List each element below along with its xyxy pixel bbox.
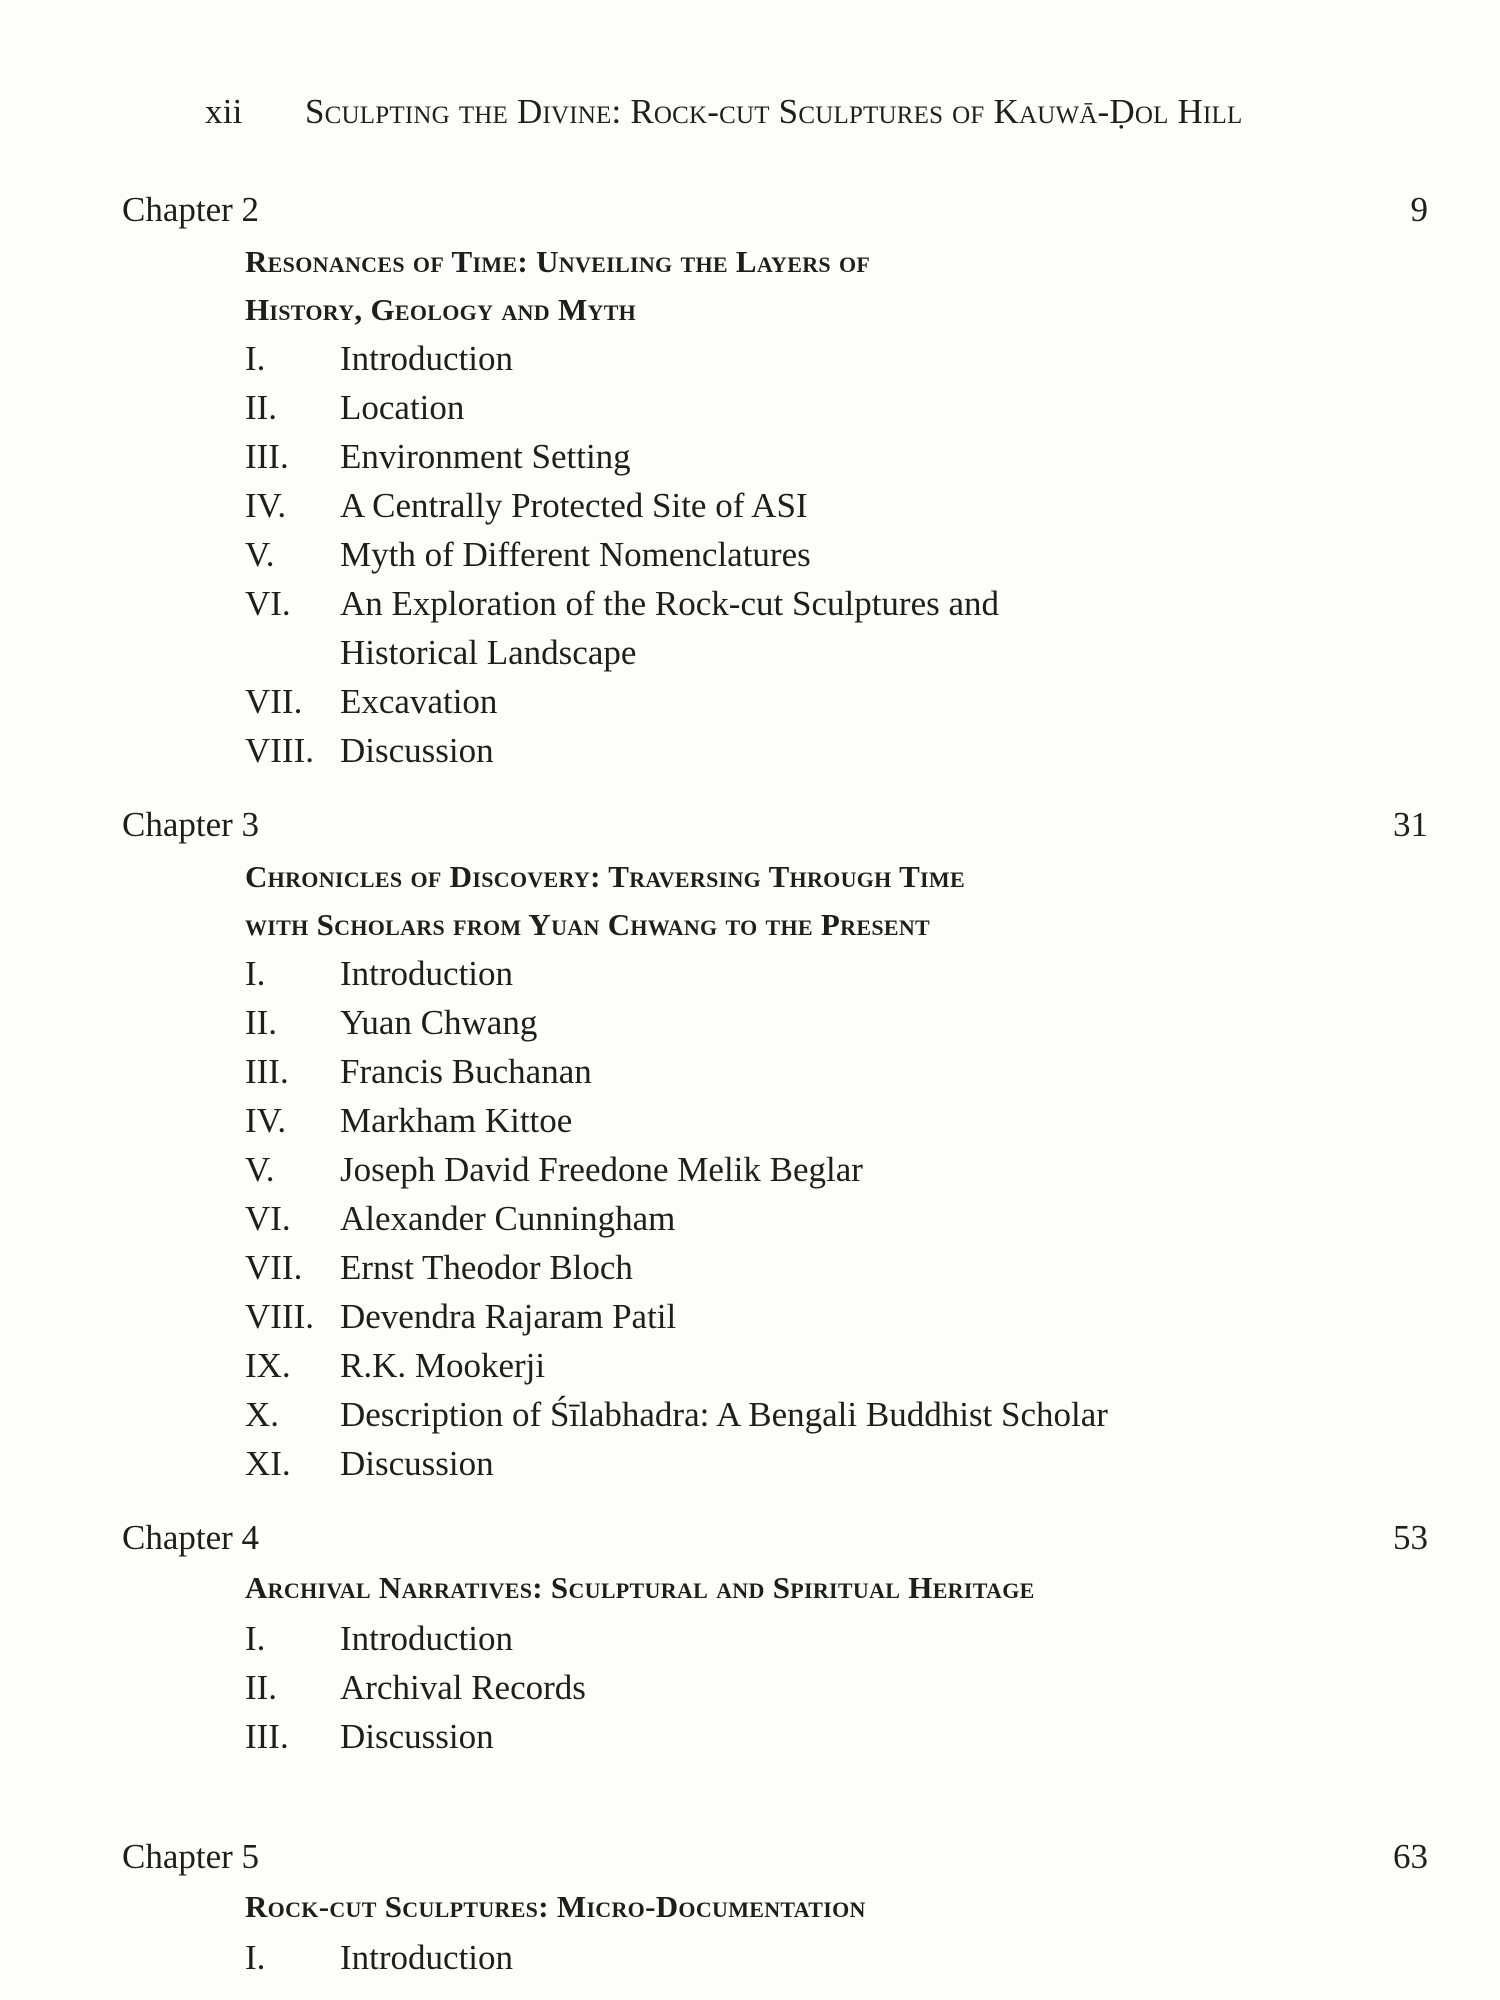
section-title: Yuan Chwang xyxy=(340,1003,538,1042)
section-title: R.K. Mookerji xyxy=(340,1346,546,1385)
section-entry xyxy=(245,1933,1260,1982)
chapter-label: Chapter 4 xyxy=(122,1518,260,1557)
section-number: III. xyxy=(245,1717,289,1756)
book-title: Sculpting the Divine: Rock-cut Sculptures of Kauwā-Ḍol Hill xyxy=(305,92,1243,131)
section-title: Description of Śīlabhadra: A Bengali Buddhist Scholar xyxy=(340,1395,1108,1434)
section-number: III. xyxy=(245,1052,289,1091)
section-number: VIII. xyxy=(245,1297,314,1336)
section-number: IV. xyxy=(245,1101,287,1140)
chapter-title xyxy=(245,1883,1245,1931)
section-entry xyxy=(245,726,1260,775)
section-title: Discussion xyxy=(340,1717,494,1756)
section-title: Markham Kittoe xyxy=(340,1101,573,1140)
section-number: VIII. xyxy=(245,731,314,770)
section-entry xyxy=(245,1712,1260,1761)
chapter-title-line: History, Geology and Myth xyxy=(245,292,637,327)
section-number: II. xyxy=(245,1003,278,1042)
section-entry xyxy=(245,432,1260,481)
chapter-title-line: Archival Narratives: Sculptural and Spiritual Heritage xyxy=(245,1570,1035,1605)
section-number: I. xyxy=(245,339,266,378)
section-number: II. xyxy=(245,1668,278,1707)
chapter-label: Chapter 2 xyxy=(122,190,260,229)
section-number: IX. xyxy=(245,1346,291,1385)
section-title: Location xyxy=(340,388,465,427)
section-entry xyxy=(245,1194,1260,1243)
section-number: VI. xyxy=(245,1199,291,1238)
chapter-page-number: 31 xyxy=(1393,805,1428,844)
chapter-label: Chapter 3 xyxy=(122,805,260,844)
section-entry xyxy=(245,530,1260,579)
section-entry xyxy=(245,334,1260,383)
section-entry xyxy=(245,1341,1260,1390)
chapter-title xyxy=(245,238,1245,334)
chapter-title-line: Resonances of Time: Unveiling the Layers of xyxy=(245,244,871,279)
section-number: V. xyxy=(245,535,275,574)
running-head xyxy=(205,92,1242,132)
section-entry xyxy=(245,1292,1260,1341)
section-title: Devendra Rajaram Patil xyxy=(340,1297,677,1336)
section-list xyxy=(245,1933,1260,1982)
section-title: Environment Setting xyxy=(340,437,631,476)
section-number: XI. xyxy=(245,1444,291,1483)
section-number: III. xyxy=(245,437,289,476)
chapter-title-line: Chronicles of Discovery: Traversing Through Time xyxy=(245,859,965,894)
section-list xyxy=(245,1614,1260,1761)
chapter-page-number: 9 xyxy=(1410,190,1428,229)
section-number: I. xyxy=(245,1938,266,1977)
section-title: Discussion xyxy=(340,1444,494,1483)
section-entry xyxy=(245,1145,1260,1194)
section-number: X. xyxy=(245,1395,280,1434)
section-entry xyxy=(245,949,1260,998)
section-number: IV. xyxy=(245,486,287,525)
section-entry xyxy=(245,998,1260,1047)
section-number: VII. xyxy=(245,682,303,721)
section-number: II. xyxy=(245,388,278,427)
chapter-title-line: Rock-cut Sculptures: Micro-Documentation xyxy=(245,1889,866,1924)
section-title: Discussion xyxy=(340,731,494,770)
chapter-page-number: 63 xyxy=(1393,1837,1428,1876)
section-list xyxy=(245,334,1260,775)
chapter-title-line: with Scholars from Yuan Chwang to the Present xyxy=(245,907,931,942)
section-entry xyxy=(245,1390,1260,1439)
section-entry xyxy=(245,1663,1260,1712)
section-title: Joseph David Freedone Melik Beglar xyxy=(340,1150,863,1189)
section-title: A Centrally Protected Site of ASI xyxy=(340,486,808,525)
section-title: Myth of Different Nomenclatures xyxy=(340,535,811,574)
section-entry xyxy=(245,1614,1260,1663)
section-title: Archival Records xyxy=(340,1668,586,1707)
section-title: Introduction xyxy=(340,954,514,993)
section-entry xyxy=(245,481,1260,530)
section-entry xyxy=(245,1096,1260,1145)
section-entry xyxy=(245,579,1260,677)
section-title: Introduction xyxy=(340,339,514,378)
section-entry xyxy=(245,1047,1260,1096)
section-number: I. xyxy=(245,1619,266,1658)
section-title: An Exploration of the Rock-cut Sculptures and Historical Landscape xyxy=(340,584,1000,672)
section-list xyxy=(245,949,1260,1488)
chapter-title xyxy=(245,1564,1245,1612)
section-title: Introduction xyxy=(340,1619,514,1658)
page-folio: xii xyxy=(205,92,243,131)
chapter-page-number: 53 xyxy=(1393,1518,1428,1557)
section-title: Alexander Cunningham xyxy=(340,1199,676,1238)
section-number: V. xyxy=(245,1150,275,1189)
section-number: VI. xyxy=(245,584,291,623)
chapter-label: Chapter 5 xyxy=(122,1837,260,1876)
section-title: Ernst Theodor Bloch xyxy=(340,1248,633,1287)
section-entry xyxy=(245,677,1260,726)
section-title: Francis Buchanan xyxy=(340,1052,592,1091)
section-entry xyxy=(245,1243,1260,1292)
chapter-title xyxy=(245,853,1245,949)
section-entry xyxy=(245,1439,1260,1488)
section-title: Introduction xyxy=(340,1938,514,1977)
section-number: VII. xyxy=(245,1248,303,1287)
section-number: I. xyxy=(245,954,266,993)
section-title: Excavation xyxy=(340,682,498,721)
section-entry xyxy=(245,383,1260,432)
